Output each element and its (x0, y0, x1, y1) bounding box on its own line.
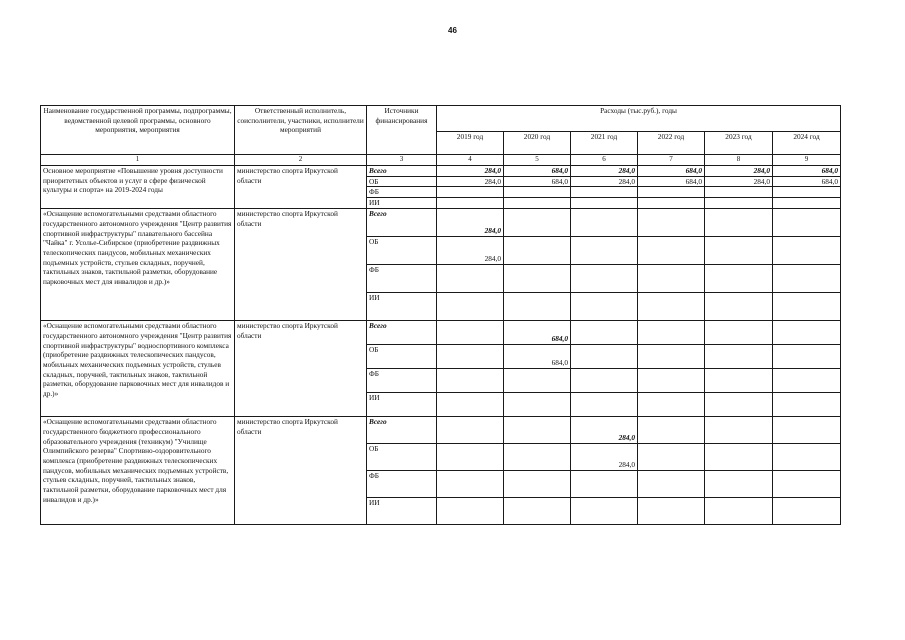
value-cell: 284,0 (618, 433, 635, 443)
row-name: Основное мероприятие «Повышение уровня доступности приоритетных объектов и услуг в сфере физической культуры и спорта» на 2019-2024 годы (41, 166, 235, 209)
column-number: 1 (41, 155, 235, 166)
budget-table (40, 105, 841, 525)
column-number: 6 (571, 155, 638, 166)
source-ob: ОБ (367, 176, 437, 187)
row-executor: министерство спорта Иркутской области (235, 166, 367, 209)
value-cell: 284,0 (437, 166, 504, 177)
row-executor: министерство спорта Иркутской области (235, 321, 367, 417)
header-year: 2019 год (437, 131, 504, 154)
source-ii: ИИ (367, 198, 437, 209)
source-ii: ИИ (367, 393, 437, 417)
column-number: 2 (235, 155, 367, 166)
value-cell: 684,0 (504, 166, 571, 177)
value-cell: 284,0 (484, 226, 501, 236)
header-expenses: Расходы (тыс.руб.), годы (437, 106, 841, 132)
value-cell: 284,0 (705, 176, 773, 187)
value-cell: 284,0 (705, 166, 773, 177)
value-cell: 684,0 (551, 358, 568, 368)
source-fb: ФБ (367, 369, 437, 393)
source-total: Всего (367, 417, 437, 444)
header-executor: Ответственный исполнитель, соисполнители, участники, исполнители мероприятий (235, 106, 367, 155)
value-cell: 684,0 (773, 166, 841, 177)
column-number: 7 (638, 155, 705, 166)
row-name: «Оснащение вспомогательными средствами областного государственного автономного учреждения "Центр развития спортивной инфраструктуры" водноспортивного комплекса (приобретение раздвижных телескопических пандусов, мобильных механических подъемных устройств, стульев складных, поручней, тактильных знаков, тактильной разметки, оборудование парковочных мест для инвалидов и др.)» (41, 321, 235, 417)
source-total: Всего (367, 321, 437, 345)
header-name: Наименование государственной программы, подпрограммы, ведомственной целевой программы, основного мероприятия, мероприятия (41, 106, 235, 155)
source-ii: ИИ (367, 293, 437, 321)
header-year: 2023 год (705, 131, 773, 154)
header-year: 2022 год (638, 131, 705, 154)
value-cell: 684,0 (638, 176, 705, 187)
source-fb: ФБ (367, 471, 437, 498)
column-number: 9 (773, 155, 841, 166)
source-fb: ФБ (367, 187, 437, 198)
source-ii: ИИ (367, 498, 437, 525)
value-cell: 284,0 (484, 254, 501, 264)
source-ob: ОБ (367, 444, 437, 471)
column-number: 4 (437, 155, 504, 166)
value-cell: 284,0 (571, 166, 638, 177)
row-executor: министерство спорта Иркутской области (235, 209, 367, 321)
source-total: Всего (367, 166, 437, 177)
value-cell: 284,0 (437, 176, 504, 187)
source-ob: ОБ (367, 345, 437, 369)
header-sources: Источники финансирования (367, 106, 437, 155)
column-number: 5 (504, 155, 571, 166)
source-ob: ОБ (367, 237, 437, 265)
value-cell: 684,0 (551, 334, 568, 344)
page-number: 46 (448, 26, 457, 35)
source-total: Всего (367, 209, 437, 237)
column-number: 3 (367, 155, 437, 166)
header-year: 2021 год (571, 131, 638, 154)
header-year: 2024 год (773, 131, 841, 154)
value-cell: 684,0 (504, 176, 571, 187)
value-cell: 684,0 (773, 176, 841, 187)
column-number: 8 (705, 155, 773, 166)
row-name: «Оснащение вспомогательными средствами областного государственного бюджетного профессионального образовательного учреждения (техникум) "Училище Олимпийского резерва" Спортивно-оздоровительного комплекса (приобретение раздвижных телескопических пандусов, мобильных механических подъемных устройств, стульев складных, поручней, тактильных знаков, тактильной разметки, оборудование парковочных мест для инвалидов и др.)» (41, 417, 235, 525)
source-fb: ФБ (367, 265, 437, 293)
header-year: 2020 год (504, 131, 571, 154)
row-name: «Оснащение вспомогательными средствами областного государственного автономного учреждения "Центр развития спортивной инфраструктуры" плавательного бассейна "Чайка" г. Усолье-Сибирское (приобретение раздвижных телескопических пандусов, мобильных механических подъемных устройств, стульев складных, поручней, тактильных знаков, тактильной разметки, оборудование парковочных мест для инвалидов и др.)» (41, 209, 235, 321)
value-cell: 284,0 (571, 176, 638, 187)
value-cell: 684,0 (638, 166, 705, 177)
value-cell: 284,0 (618, 460, 635, 470)
row-executor: министерство спорта Иркутской области (235, 417, 367, 525)
